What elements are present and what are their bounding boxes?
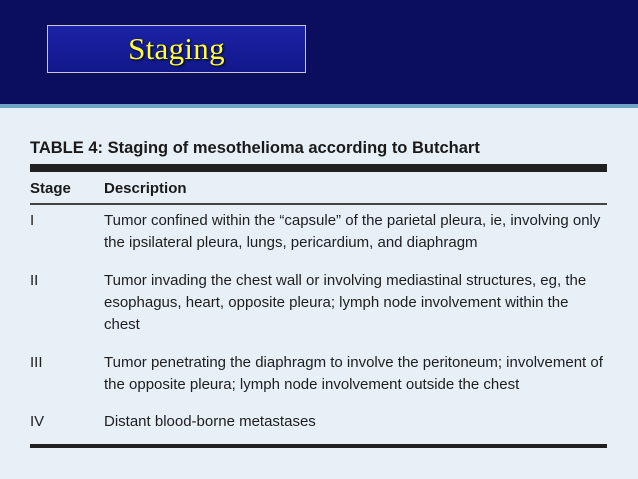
table-row-description: Tumor invading the chest wall or involving mediastinal structures, eg, the esophagus, heart, opposite pleura; lymph node involvement within the chest (104, 272, 587, 333)
table-row-description: Tumor confined within the “capsule” of the parietal pleura, ie, involving only the ipsilateral pleura, lungs, pericardium, and diaphragm (104, 212, 601, 251)
table-row-stage: I (30, 212, 35, 229)
table-row-description: Distant blood-borne metastases (104, 413, 316, 430)
table-row-stage: IV (30, 413, 45, 430)
table-header-rule (30, 203, 607, 205)
table-bottom-rule (30, 444, 607, 448)
column-header-description: Description (104, 180, 187, 197)
slide-title: Staging (128, 31, 225, 66)
column-header-stage: Stage (30, 180, 71, 197)
table-caption: TABLE 4: Staging of mesothelioma according to Butchart (30, 139, 480, 157)
table-top-rule (30, 164, 607, 172)
table-row-stage: II (30, 272, 39, 289)
slide-title-box (47, 25, 306, 73)
table-row-stage: III (30, 354, 43, 371)
table-row-description: Tumor penetrating the diaphragm to involve the peritoneum; involvement of the opposite pleura; lymph node involvement outside the chest (104, 354, 603, 393)
header-divider (0, 104, 638, 108)
